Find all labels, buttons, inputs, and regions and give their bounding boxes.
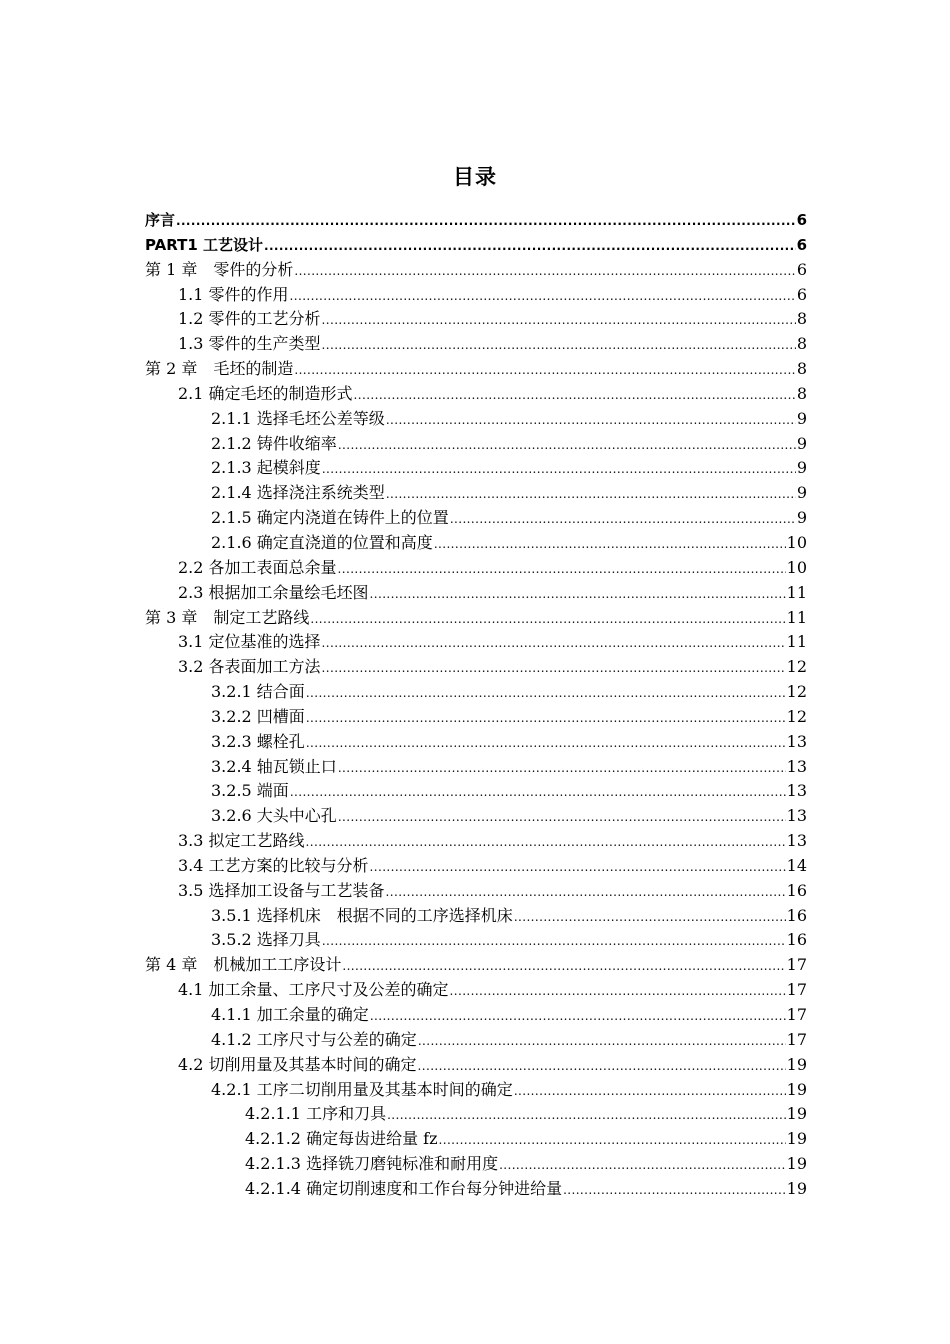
toc-dot-leader xyxy=(322,631,786,656)
toc-entry[interactable] xyxy=(145,407,807,432)
toc-entry[interactable] xyxy=(145,953,807,978)
toc-entry-title: 2.1.5 确定内浇道在铸件上的位置 xyxy=(211,508,449,528)
toc-dot-leader xyxy=(338,557,786,582)
toc-entry-title: 1.1 零件的作用 xyxy=(178,284,289,304)
toc-entry-title: 4.2.1.4 确定切削速度和工作台每分钟进给量 xyxy=(245,1178,563,1198)
toc-entry-title: 3.2 各表面加工方法 xyxy=(178,657,321,677)
toc-entry-title: 4.2 切削用量及其基本时间的确定 xyxy=(178,1054,417,1074)
toc-entry[interactable] xyxy=(145,556,807,581)
toc-dot-leader xyxy=(264,234,796,259)
toc-page-number: 19 xyxy=(786,1154,807,1174)
toc-dot-leader xyxy=(322,929,786,954)
toc-entry[interactable] xyxy=(145,1078,807,1103)
toc-dot-leader xyxy=(306,731,786,756)
toc-page-number: 11 xyxy=(786,607,807,627)
toc-entry[interactable] xyxy=(145,1053,807,1078)
toc-entry-title: 4.1.2 工序尺寸与公差的确定 xyxy=(211,1029,417,1049)
toc-entry[interactable] xyxy=(145,804,807,829)
toc-entry[interactable] xyxy=(145,1028,807,1053)
toc-entry-title: 4.1.1 加工余量的确定 xyxy=(211,1005,369,1024)
table-of-contents xyxy=(145,208,807,1202)
toc-entry[interactable] xyxy=(145,506,807,531)
toc-entry-title: 3.2.2 凹槽面 xyxy=(211,706,305,726)
toc-dot-leader xyxy=(450,507,796,532)
toc-entry[interactable] xyxy=(145,1127,807,1152)
toc-dot-leader xyxy=(306,830,786,855)
toc-entry[interactable] xyxy=(145,307,807,332)
toc-entry[interactable] xyxy=(145,755,807,780)
toc-page-number: 6 xyxy=(796,211,807,229)
toc-page-number: 16 xyxy=(786,880,807,900)
toc-page-number: 9 xyxy=(796,483,807,503)
toc-entry-title: 2.1.3 起模斜度 xyxy=(211,458,321,478)
toc-entry-title: 4.2.1.3 选择铣刀磨钝标准和耐用度 xyxy=(245,1154,499,1174)
toc-dot-leader xyxy=(370,855,786,880)
toc-dot-leader xyxy=(322,656,786,681)
toc-entry-title: 2.3 根据加工余量绘毛坯图 xyxy=(178,582,369,602)
toc-dot-leader xyxy=(294,259,795,284)
toc-page-number: 9 xyxy=(796,458,807,478)
toc-entry-title: 3.5 选择加工设备与工艺装备 xyxy=(178,880,385,900)
toc-page-number: 19 xyxy=(786,1079,807,1099)
toc-page-number: 13 xyxy=(786,806,807,826)
toc-entry-title: 第 1 章 零件的分析 xyxy=(145,259,294,279)
toc-entry-title: 第 3 章 制定工艺路线 xyxy=(145,607,310,627)
toc-entry[interactable] xyxy=(145,233,807,258)
toc-dot-leader xyxy=(499,1153,786,1178)
toc-entry-title: 3.5.2 选择刀具 xyxy=(211,930,321,950)
toc-page-number: 9 xyxy=(796,408,807,428)
toc-entry-title: 2.1.2 铸件收缩率 xyxy=(211,433,337,453)
toc-entry[interactable] xyxy=(145,1003,807,1028)
toc-entry-title: 3.2.5 端面 xyxy=(211,781,289,801)
toc-dot-leader xyxy=(342,954,785,979)
toc-page-number: 13 xyxy=(786,756,807,776)
toc-entry-title: 序言 xyxy=(145,211,176,229)
toc-page-number: 13 xyxy=(786,781,807,801)
toc-dot-leader xyxy=(306,706,786,731)
toc-page-number: 16 xyxy=(786,930,807,950)
toc-page-number: 19 xyxy=(786,1054,807,1074)
toc-dot-leader xyxy=(434,532,786,557)
toc-entry[interactable] xyxy=(145,208,807,233)
toc-entry[interactable] xyxy=(145,432,807,457)
toc-entry-title: 2.1.1 选择毛坯公差等级 xyxy=(211,408,385,428)
toc-entry-title: 2.2 各加工表面总余量 xyxy=(178,557,337,577)
toc-entry-title: 第 4 章 机械加工工序设计 xyxy=(145,955,342,975)
toc-entry-title: 3.2.1 结合面 xyxy=(211,682,305,702)
toc-page-number: 13 xyxy=(786,731,807,751)
toc-dot-leader xyxy=(322,457,796,482)
toc-entry-title: 2.1.4 选择浇注系统类型 xyxy=(211,483,385,503)
toc-dot-leader xyxy=(418,1054,786,1079)
toc-page-number: 8 xyxy=(796,334,807,354)
toc-page-number: 8 xyxy=(796,309,807,329)
toc-dot-leader xyxy=(563,1178,786,1203)
toc-entry[interactable] xyxy=(145,1177,807,1202)
toc-dot-leader xyxy=(387,1103,786,1128)
toc-entry-title: 1.3 零件的生产类型 xyxy=(178,334,321,354)
toc-entry[interactable] xyxy=(145,630,807,655)
toc-entry[interactable] xyxy=(145,730,807,755)
toc-page-number: 6 xyxy=(796,259,807,279)
toc-entry-title: 3.2.6 大头中心孔 xyxy=(211,806,337,826)
toc-entry-title: 4.2.1 工序二切削用量及其基本时间的确定 xyxy=(211,1079,513,1099)
toc-entry-title: 4.2.1.1 工序和刀具 xyxy=(245,1104,387,1124)
toc-dot-leader xyxy=(370,582,786,607)
toc-dot-leader xyxy=(418,1029,786,1054)
toc-entry[interactable] xyxy=(145,854,807,879)
toc-dot-leader xyxy=(386,408,796,433)
toc-entry-title: 3.5.1 选择机床 根据不同的工序选择机床 xyxy=(211,905,513,925)
toc-dot-leader xyxy=(290,284,796,309)
toc-entry-title: 3.2.4 轴瓦锁止口 xyxy=(211,756,337,776)
toc-entry-title: 2.1.6 确定直浇道的位置和高度 xyxy=(211,532,433,552)
toc-dot-leader xyxy=(386,880,786,905)
toc-entry[interactable] xyxy=(145,1152,807,1177)
toc-entry-title: 第 2 章 毛坯的制造 xyxy=(145,359,294,379)
toc-entry[interactable] xyxy=(145,258,807,283)
toc-dot-leader xyxy=(306,681,786,706)
toc-page-number: 19 xyxy=(786,1104,807,1124)
toc-dot-leader xyxy=(294,358,795,383)
toc-dot-leader xyxy=(514,905,786,930)
toc-entry-title: 2.1 确定毛坯的制造形式 xyxy=(178,383,353,403)
toc-page-number: 11 xyxy=(786,582,807,602)
toc-dot-leader xyxy=(450,979,786,1004)
toc-dot-leader xyxy=(514,1079,786,1104)
toc-entry[interactable] xyxy=(145,904,807,929)
toc-page-number: 8 xyxy=(796,359,807,379)
toc-page-number: 10 xyxy=(786,557,807,577)
toc-dot-leader xyxy=(370,1004,786,1029)
toc-entry[interactable] xyxy=(145,481,807,506)
toc-page-number: 8 xyxy=(796,383,807,403)
toc-page-number: 14 xyxy=(786,855,807,875)
toc-entry[interactable] xyxy=(145,606,807,631)
toc-entry-title: 1.2 零件的工艺分析 xyxy=(178,309,321,329)
toc-page-number: 12 xyxy=(786,706,807,726)
toc-entry[interactable] xyxy=(145,456,807,481)
toc-entry[interactable] xyxy=(145,779,807,804)
toc-page-number: 17 xyxy=(786,980,807,1000)
toc-entry-title: 3.3 拟定工艺路线 xyxy=(178,831,305,851)
toc-entry[interactable] xyxy=(145,655,807,680)
toc-entry[interactable] xyxy=(145,581,807,606)
toc-title: 目录 xyxy=(453,165,497,189)
toc-page-number: 6 xyxy=(796,284,807,304)
toc-entry[interactable] xyxy=(145,928,807,953)
toc-dot-leader xyxy=(176,209,796,234)
toc-page-number: 16 xyxy=(786,905,807,925)
toc-entry-title: 4.2.1.2 确定每齿进给量 fz xyxy=(245,1129,438,1149)
toc-dot-leader xyxy=(439,1128,786,1153)
toc-dot-leader xyxy=(338,756,786,781)
toc-page-number: 19 xyxy=(786,1178,807,1198)
toc-entry[interactable] xyxy=(145,680,807,705)
toc-page-number: 9 xyxy=(796,508,807,528)
toc-entry-title: 3.2.3 螺栓孔 xyxy=(211,731,305,751)
toc-entry[interactable] xyxy=(145,382,807,407)
toc-entry-title: 3.4 工艺方案的比较与分析 xyxy=(178,855,369,875)
toc-page-number: 13 xyxy=(786,831,807,851)
toc-page-number: 9 xyxy=(796,433,807,453)
toc-dot-leader xyxy=(322,308,796,333)
toc-page-number: 12 xyxy=(786,682,807,702)
toc-entry[interactable] xyxy=(145,332,807,357)
toc-page-number: 17 xyxy=(786,1005,807,1024)
toc-entry[interactable] xyxy=(145,283,807,308)
toc-dot-leader xyxy=(338,433,796,458)
toc-entry[interactable] xyxy=(145,879,807,904)
toc-entry[interactable] xyxy=(145,705,807,730)
toc-entry-title: 4.1 加工余量、工序尺寸及公差的确定 xyxy=(178,980,449,1000)
toc-entry-title: PART1 工艺设计 xyxy=(145,235,263,254)
toc-dot-leader xyxy=(322,333,796,358)
toc-page-number: 19 xyxy=(786,1129,807,1149)
toc-page-number: 6 xyxy=(796,235,807,254)
toc-dot-leader xyxy=(310,607,785,632)
toc-entry[interactable] xyxy=(145,1102,807,1127)
toc-page-number: 12 xyxy=(786,657,807,677)
toc-entry[interactable] xyxy=(145,829,807,854)
toc-page-number: 11 xyxy=(786,632,807,652)
toc-dot-leader xyxy=(290,780,786,805)
toc-dot-leader xyxy=(354,383,796,408)
toc-page-number: 10 xyxy=(786,532,807,552)
toc-dot-leader xyxy=(386,482,796,507)
toc-entry[interactable] xyxy=(145,978,807,1003)
toc-entry-title: 3.1 定位基准的选择 xyxy=(178,632,321,652)
toc-page-number: 17 xyxy=(786,1029,807,1049)
toc-page-number: 17 xyxy=(786,955,807,975)
toc-entry[interactable] xyxy=(145,357,807,382)
toc-dot-leader xyxy=(338,805,786,830)
toc-entry[interactable] xyxy=(145,531,807,556)
